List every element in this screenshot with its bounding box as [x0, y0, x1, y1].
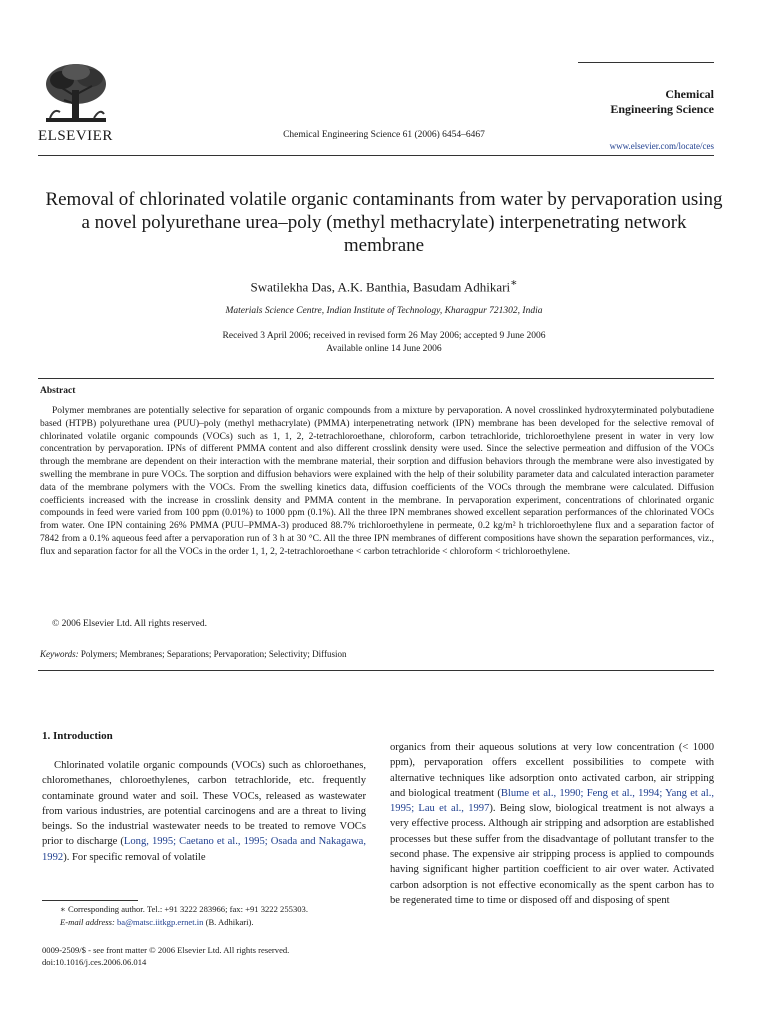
abstract-heading: Abstract	[40, 386, 76, 396]
intro-right-text-2: ). Being slow, biological treatment is not always a very effective process. Although air stripping and adsorption are established processes but these suffer from the disadvantage of pollutant transfer to the second phase. The expensive air stripping process is applied to compounds having significant higher partition coefficient to air over water. Activated carbon adsorption is not effective economically as the spent carbon has to be regenerated time to time or disposed off and disposing of spent	[390, 803, 714, 906]
journal-name	[574, 87, 714, 117]
publisher-name: ELSEVIER	[38, 128, 113, 144]
article-title: Removal of chlorinated volatile organic contaminants from water by pervaporation using a novel polyurethane urea–poly (methyl methacrylate) interpenetrating network membrane	[45, 189, 723, 256]
journal-name-line1: Chemical	[665, 87, 714, 101]
abstract-bottom-divider	[38, 670, 714, 671]
footnote	[42, 903, 372, 928]
abstract-copyright: © 2006 Elsevier Ltd. All rights reserved.	[52, 619, 207, 629]
journal-masthead	[578, 62, 714, 127]
front-matter	[42, 944, 289, 969]
journal-url-link[interactable]: www.elsevier.com/locate/ces	[609, 141, 714, 151]
corresponding-author-mark[interactable]: ∗	[510, 277, 518, 289]
abstract-body: Polymer membranes are potentially selective for separation of organic compounds from a mixture by pervaporation. A novel crosslinked hydroxyterminated polybutadiene based (HTPB) polyurethane urea (PUU)–poly (methyl methacrylate) (PMMA) interpenetrating network (IPN) membrane has been developed for the selective removal of chlorinated volatile organic compounds (VOCs) such as 1, 1, 2, 2-tetrachloroethane, chloroform, carbon tetrachloride, trichloroethylene present in water in very low concentration by pervaporation. IPNs of different PMMA content and also different crosslink density were used. Since the selective permeation and diffusion of the VOCs through the membrane are dependent on their interaction with the membrane material, their sorption and diffusion behaviors through the membrane were also investigated by swelling the membrane in pure VOCs. The sorption and diffusion behaviors were explained with the help of their solubility parameter data and calculated interaction parameter data of the membrane polymers with the VOCs. From the swelling kinetics data, diffusion coefficients of the VOCs through the membrane were calculated. Diffusion coefficients increased with the increase in crosslink density and PMMA content in the membrane. In pervaporation experiment, concentrations of chlorinated organic compounds in feed were varied from 100 ppm (0.01%) to 1000 ppm (0.1%). All the three IPN membranes showed excellent separation performances of the chlorinated VOCs from water. One IPN containing 26% PMMA (PUU–PMMA-3) produced 88.7% trichloroethylene in permeate, 0.2 kg/m² h trichloroethylene flux and a separation factor of 7842 from a 0.1% aqueous feed after a pervaporation run of 3 h at 30 °C. All the three IPN membranes of different compositions have shown the separation performances, viz., flux and separation factor for all the VOCs in the order 1, 1, 2, 2-tetrachloroethane < carbon tetrachloride < chloroform < trichloroethylene.	[40, 406, 714, 557]
abstract-top-divider	[38, 378, 714, 379]
authors-text: Swatilekha Das, A.K. Banthia, Basudam Adhikari	[250, 279, 511, 295]
email-suffix: (B. Adhikari).	[205, 916, 254, 927]
elsevier-tree-icon	[40, 60, 112, 128]
online-date: Available online 14 June 2006	[326, 344, 442, 354]
citation-link-left[interactable]: Long, 1995; Caetano et al., 1995; Osada and Nakagawa, 1992	[42, 836, 366, 863]
email-note	[42, 916, 372, 929]
footnote-divider	[42, 900, 138, 901]
section-heading-introduction: 1. Introduction	[42, 730, 113, 742]
header-divider	[38, 155, 714, 156]
intro-left-text-2: ). For specific removal of volatile	[63, 851, 206, 863]
keywords-label: Keywords:	[40, 649, 79, 659]
email-link[interactable]: ba@matsc.iitkgp.ernet.in	[116, 916, 204, 927]
article-history	[0, 330, 768, 356]
doi-line[interactable]: doi:10.1016/j.ces.2006.06.014	[42, 957, 147, 968]
issn-line: 0009-2509/$ - see front matter © 2006 Elsevier Ltd. All rights reserved.	[42, 945, 290, 955]
journal-name-line2: Engineering Science	[610, 102, 714, 116]
intro-left-text-1: Chlorinated volatile organic compounds (VOCs) such as chloroethanes, chloromethanes, chloroethylenes, carbon tetrachloride, etc. frequently contaminate ground water and soil. These VOCs, released as wastewater from various industries, are potential carcinogens and are a threat to living beings. So the industrial wastewater needs to be treated to remove VOCs prior to discharge (	[42, 760, 366, 848]
intro-left-column	[42, 758, 366, 865]
journal-citation: Chemical Engineering Science 61 (2006) 6454–6467	[283, 130, 485, 140]
email-label: E-mail address:	[60, 916, 115, 927]
author-list	[0, 276, 768, 295]
intro-right-text-1: organics from their aqueous solutions at very low concentration (< 1000 ppm), pervaporation offers excellent possibilities to compete with alternative techniques like adsorption onto activated carbon, air stripping and biological treatment (	[390, 742, 714, 799]
keywords-list: Polymers; Membranes; Separations; Pervaporation; Selectivity; Diffusion	[80, 649, 347, 659]
corresponding-author-note: ∗ Corresponding author. Tel.: +91 3222 283966; fax: +91 3222 255303.	[60, 904, 308, 914]
keywords	[40, 649, 346, 659]
author-affiliation: Materials Science Centre, Indian Institute of Technology, Kharagpur 721302, India	[225, 306, 543, 316]
citation-link-right[interactable]: Blume et al., 1990; Feng et al., 1994; Yang et al., 1995; Lau et al., 1997	[390, 787, 715, 815]
intro-right-column	[390, 740, 714, 908]
received-dates: Received 3 April 2006; received in revised form 26 May 2006; accepted 9 June 2006	[222, 331, 546, 341]
